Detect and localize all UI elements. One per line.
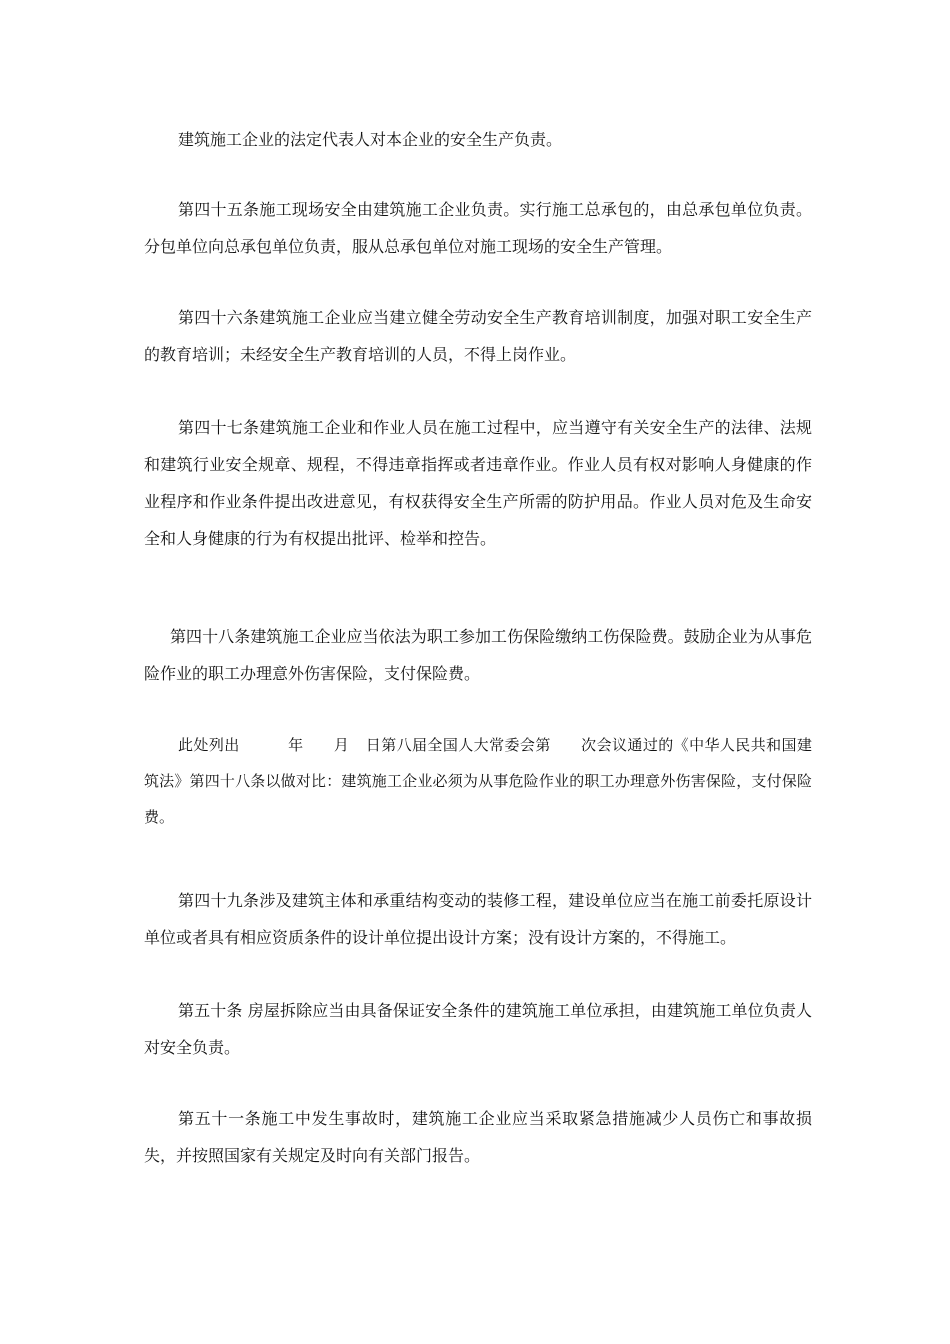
paragraph-article-45: 第四十五条施工现场安全由建筑施工企业负责。实行施工总承包的，由总承包单位负责。分包单位向总承包单位负责，服从总承包单位对施工现场的安全生产管理。	[144, 200, 812, 256]
paragraph-legal-representative: 建筑施工企业的法定代表人对本企业的安全生产负责。	[178, 130, 563, 149]
comparison-intro: 此处列出	[178, 736, 240, 754]
comparison-year: 年	[287, 736, 304, 754]
paragraph-article-49: 第四十九条涉及建筑主体和承重结构变动的装修工程，建设单位应当在施工前委托原设计单位或者具有相应资质条件的设计单位提出设计方案；没有设计方案的，不得施工。	[144, 891, 812, 947]
paragraph-article-51: 第五十一条施工中发生事故时，建筑施工企业应当采取紧急措施减少人员伤亡和事故损失，并按照国家有关规定及时向有关部门报告。	[144, 1109, 812, 1165]
comparison-body: 次会议通过的《中华人民共和国建筑法》第四十八条以做对比：建筑施工企业必须为从事危险作业的职工办理意外伤害保险，支付保险费。	[144, 736, 812, 826]
paragraph-article-50: 第五十条 房屋拆除应当由具备保证安全条件的建筑施工单位承担，由建筑施工单位负责人对安全负责。	[144, 1001, 812, 1057]
paragraph-comparison-note	[144, 727, 812, 835]
comparison-day-session: 日第八届全国人大常委会第	[365, 736, 551, 754]
paragraph-article-47: 第四十七条建筑施工企业和作业人员在施工过程中，应当遵守有关安全生产的法律、法规和建筑行业安全规章、规程，不得违章指挥或者违章作业。作业人员有权对影响人身健康的作业程序和作业条件提出改进意见，有权获得安全生产所需的防护用品。作业人员对危及生命安全和人身健康的行为有权提出批评、检举和控告。	[144, 418, 812, 548]
paragraph-article-48: 第四十八条建筑施工企业应当依法为职工参加工伤保险缴纳工伤保险费。鼓励企业为从事危险作业的职工办理意外伤害保险，支付保险费。	[144, 627, 812, 683]
comparison-month: 月	[333, 736, 350, 754]
paragraph-article-46: 第四十六条建筑施工企业应当建立健全劳动安全生产教育培训制度，加强对职工安全生产的教育培训；未经安全生产教育培训的人员，不得上岗作业。	[144, 308, 812, 364]
